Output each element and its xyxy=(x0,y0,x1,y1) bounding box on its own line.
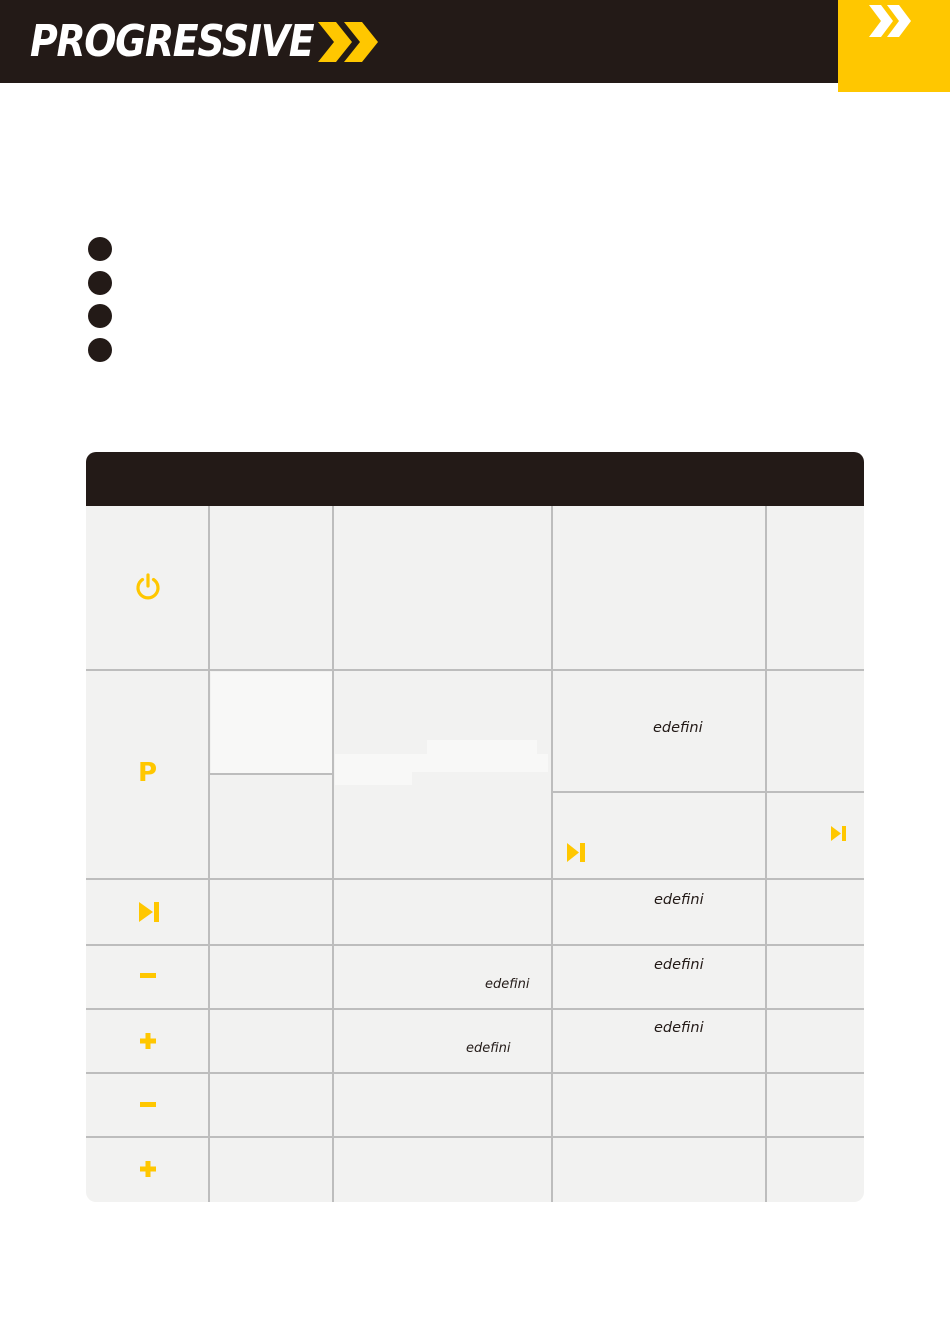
bullet-list xyxy=(88,237,112,371)
row-divider xyxy=(86,1072,864,1074)
bullet-dot xyxy=(88,237,112,261)
row-divider xyxy=(551,791,864,793)
p-letter-icon: P xyxy=(138,758,158,788)
skip-next-icon xyxy=(831,826,846,841)
row-divider xyxy=(86,1136,864,1138)
power-icon xyxy=(135,573,161,601)
double-chevron-icon xyxy=(318,22,384,62)
brand-logo[interactable] xyxy=(30,14,359,70)
skip-next-icon xyxy=(567,843,585,862)
cell-highlight xyxy=(211,672,332,773)
cell-highlight xyxy=(335,770,412,785)
logo-text: PROGRESSIVE xyxy=(30,16,314,67)
column-divider xyxy=(765,506,767,1202)
minus-icon xyxy=(140,973,156,979)
cell-highlight xyxy=(427,740,537,754)
minus-icon xyxy=(140,1102,156,1108)
double-chevron-icon xyxy=(865,3,923,43)
corner-tab xyxy=(838,0,950,92)
column-divider xyxy=(208,506,210,1202)
cell-text-fragment: edefini xyxy=(654,1020,704,1036)
row-divider xyxy=(86,944,864,946)
table-header xyxy=(86,452,864,506)
cell-text-fragment: edefini xyxy=(653,720,703,736)
row-divider xyxy=(208,773,334,775)
cell-text-fragment: edefini xyxy=(485,977,530,992)
cell-text-fragment: edefini xyxy=(654,892,704,908)
button-function-table xyxy=(86,452,864,1202)
bullet-dot xyxy=(88,271,112,295)
skip-next-icon xyxy=(139,902,160,922)
column-divider xyxy=(551,506,553,1202)
cell-text-fragment: edefini xyxy=(466,1041,511,1056)
plus-icon xyxy=(140,1161,156,1177)
plus-icon xyxy=(140,1033,156,1049)
cell-text-fragment: edefini xyxy=(654,957,704,973)
bullet-dot xyxy=(88,304,112,328)
row-divider xyxy=(86,878,864,880)
row-divider xyxy=(86,669,864,671)
column-divider xyxy=(332,506,334,1202)
bullet-dot xyxy=(88,338,112,362)
row-divider xyxy=(86,1008,864,1010)
page-header xyxy=(0,0,950,83)
